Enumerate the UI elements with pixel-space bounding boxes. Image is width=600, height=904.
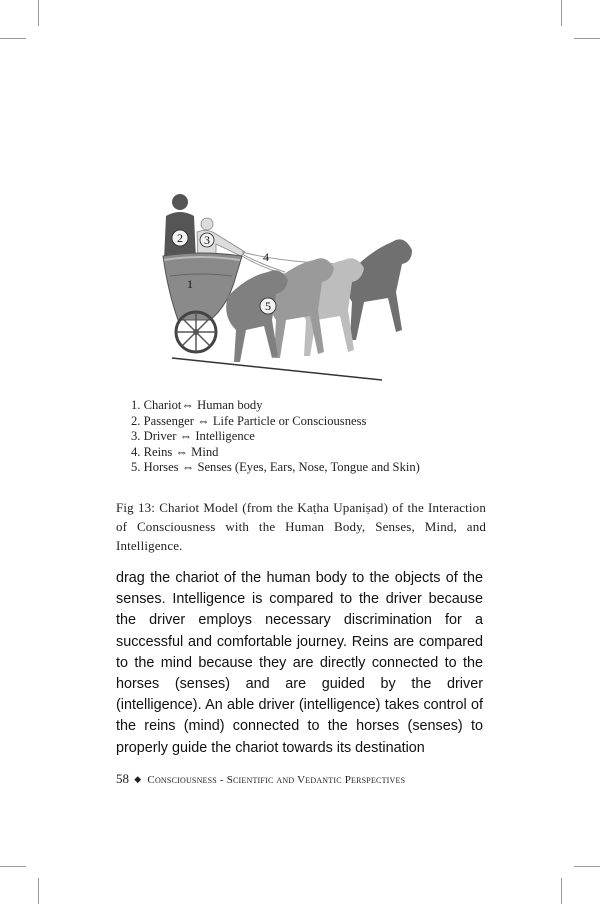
figure-caption: Fig 13: Chariot Model (from the Kaṭha Upaniṣad) of the Interaction of Consciousness with the Human Body, Senses, Mind, and Intelligence. bbox=[116, 500, 486, 553]
chariot-wheel bbox=[176, 312, 216, 352]
legend-item: 3. Driver ⇔ Intelligence bbox=[131, 429, 255, 444]
marker-3 bbox=[200, 233, 214, 247]
body-paragraph: drag the chariot of the human body to the objects of the senses. Intelligence is compared to the driver because the driver employs necessary discrimination for a successful and comfortable journey. Reins are compared to the mind because they are directly connected to the horses (senses) and are guided by the driver (intelligence). An able driver (intelligence) takes control of the reins (mind) connected to the horses (senses) to properly guide the chariot towards its destination bbox=[116, 570, 483, 756]
page-footer bbox=[116, 771, 516, 787]
svg-text:4: 4 bbox=[263, 250, 269, 264]
page-number: 58 bbox=[116, 771, 129, 786]
crop-mark bbox=[574, 38, 600, 39]
figure-legend bbox=[131, 398, 491, 476]
chariot-illustration bbox=[150, 180, 450, 390]
crop-mark bbox=[0, 866, 26, 867]
svg-text:5: 5 bbox=[265, 299, 271, 313]
separator-icon: ◆ bbox=[134, 774, 142, 784]
crop-mark bbox=[561, 0, 562, 26]
crop-mark bbox=[561, 878, 562, 904]
crop-mark bbox=[574, 866, 600, 867]
svg-text:2: 2 bbox=[177, 231, 183, 245]
marker-1 bbox=[187, 277, 193, 291]
legend-item: 5. Horses ⇔ Senses (Eyes, Ears, Nose, Tongue and Skin) bbox=[131, 460, 420, 475]
crop-mark bbox=[0, 38, 26, 39]
legend-item: 4. Reins ⇔ Mind bbox=[131, 444, 219, 459]
legend-item: 2. Passenger ⇔ Life Particle or Consciousness bbox=[131, 413, 367, 428]
running-title: Consciousness - Scientific and Vedantic Perspectives bbox=[147, 774, 406, 786]
svg-text:1: 1 bbox=[187, 277, 193, 291]
svg-text:3: 3 bbox=[204, 233, 210, 247]
marker-4 bbox=[263, 250, 269, 264]
marker-5 bbox=[260, 298, 276, 314]
marker-2 bbox=[172, 230, 188, 246]
crop-mark bbox=[38, 0, 39, 26]
crop-mark bbox=[38, 878, 39, 904]
passenger-figure bbox=[164, 194, 196, 260]
legend-item: 1. Chariot⇔ Human body bbox=[131, 398, 263, 412]
horses bbox=[226, 239, 412, 362]
